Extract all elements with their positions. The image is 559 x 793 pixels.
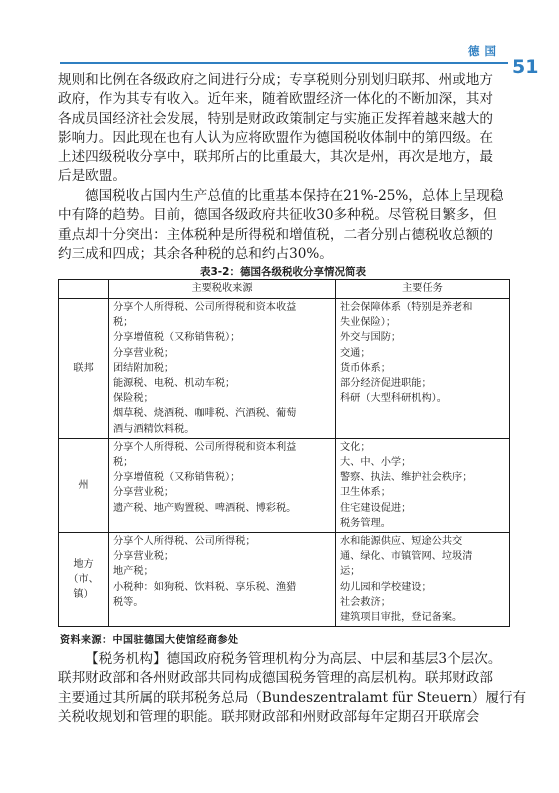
paragraph-tax-agencies [58, 650, 527, 727]
top-band [0, 0, 559, 28]
text-line: 重点却十分突出：主体税种是所得税和增值税，二者分别占德税收总额的 [58, 226, 493, 243]
text-line: 主要通过其所属的联邦税务总局（Bundeszentralamt für Steuern）履行有 [58, 689, 527, 706]
text-line: 中有降的趋势。目前，德国各级政府共征收30多种税。尽管税目繁多，但 [58, 207, 497, 224]
level-cell: 联邦 [59, 299, 109, 439]
level-line: 镇） [73, 589, 94, 601]
tax-sharing-table [58, 279, 510, 627]
cell-line: 分享个人所得税、公司所得税和资本收益 [113, 302, 297, 313]
cell-line: 水和能源供应、短途公共交 [340, 536, 463, 548]
cell-line: 交通； [340, 347, 371, 359]
cell-line: 卫生体系； [340, 487, 391, 499]
cell-line: 分享个人所得税、公司所得税； [113, 536, 256, 548]
cell-line: 小税种：如狗税、饮料税、享乐税、渔猎 [113, 581, 297, 593]
header-sources: 主要税收来源 [109, 280, 336, 299]
cell-line: 社会保障体系（特别是养老和 [340, 302, 473, 313]
table-header-row [59, 280, 510, 299]
table-row-federal [59, 299, 510, 439]
tasks-cell [336, 533, 510, 627]
table-row-local [59, 533, 510, 627]
text-line: 影响力。因此现在也有人认为应将欧盟作为德国税收体制中的第四级。在 [58, 129, 493, 146]
header-rule [60, 62, 508, 64]
cell-line: 税； [113, 317, 134, 329]
text-line: 政府，作为其专有收入。近年来，随着欧盟经济一体化的不断加深，其对 [58, 91, 493, 108]
header-tasks: 主要任务 [336, 280, 510, 299]
cell-line: 货币体系； [340, 362, 391, 374]
cell-line: 运； [340, 566, 361, 578]
tasks-cell [336, 438, 510, 532]
cell-line: 烟草税、烧酒税、咖啡税、汽酒税、葡萄 [113, 408, 297, 420]
cell-line: 能源税、电税、机动车税； [113, 378, 236, 390]
source-note: 资料来源：中国驻德国大使馆经商参处 [60, 635, 239, 646]
cell-line: 分享营业税； [113, 551, 175, 563]
tasks-cell [336, 299, 510, 439]
cell-line: 地产税； [113, 566, 154, 578]
sources-cell [109, 299, 336, 439]
cell-line: 税； [113, 457, 134, 469]
text-line: 联邦财政部和各州财政部共同构成德国税务管理的高层机构。联邦财政部 [58, 670, 493, 687]
cell-line: 税等。 [113, 596, 144, 608]
cell-line: 幼儿园和学校建设； [340, 581, 432, 593]
text-line: 【税务机构】德国政府税务管理机构分为高层、中层和基层3个层次。 [85, 651, 502, 667]
cell-line: 建筑项目审批，登记备案。 [340, 612, 463, 624]
cell-line: 分享增值税（又称销售税）； [113, 472, 241, 484]
text-line: 规则和比例在各级政府之间进行分成；专享税则分别划归联邦、州或地方 [58, 72, 493, 88]
text-line: 德国税收占国内生产总值的比重基本保持在21%-25%，总体上呈现稳 [85, 188, 504, 204]
cell-line: 科研（大型科研机构）。 [340, 393, 447, 405]
cell-line: 住宅建设促进； [340, 502, 412, 514]
level-cell: 州 [59, 438, 109, 532]
cell-line: 失业保险）； [340, 317, 397, 329]
cell-line: 警察、执法、维护社会秩序； [340, 472, 473, 484]
header-level [59, 280, 109, 299]
text-line: 约三成和四成；其余各种税的总和约占30%。 [58, 245, 333, 262]
cell-line: 分享营业税； [113, 487, 175, 499]
cell-line: 外交与国防； [340, 332, 402, 344]
level-cell [59, 533, 109, 627]
paragraph-tax-burden [58, 187, 508, 264]
cell-line: 税务管理。 [340, 517, 391, 529]
level-line: （市、 [68, 574, 99, 586]
sources-cell [109, 533, 336, 627]
cell-line: 分享营业税； [113, 347, 175, 359]
running-header-country: 德国 [468, 44, 501, 58]
page-number: 51 [512, 56, 539, 78]
cell-line: 部分经济促进职能； [340, 378, 432, 390]
text-line: 关税收规划和管理的职能。联邦财政部和州财政部每年定期召开联席会 [58, 708, 480, 725]
cell-line: 社会救济； [340, 596, 391, 608]
text-line: 各成员国经济社会发展，特别是财政政策制定与实施正发挥着越来越大的 [58, 110, 493, 127]
text-line: 上述四级税收分享中，联邦所占的比重最大，其次是州，再次是地方，最 [58, 149, 493, 166]
table-row-state [59, 438, 510, 532]
cell-line: 分享增值税（又称销售税）； [113, 332, 241, 344]
sources-cell [109, 438, 336, 532]
cell-line: 遗产税、地产购置税、啤酒税、博彩税。 [113, 502, 297, 514]
cell-line: 大、中、小学； [340, 457, 412, 469]
cell-line: 团结附加税； [113, 362, 175, 374]
paragraph-tax-sharing [58, 71, 508, 187]
cell-line: 分享个人所得税、公司所得税和资本利益 [113, 441, 297, 453]
level-line: 地方 [73, 558, 94, 570]
cell-line: 酒与酒精饮料税。 [113, 423, 195, 435]
cell-line: 保险税； [113, 393, 154, 405]
cell-line: 通、绿化、市镇管网、垃圾清 [340, 551, 473, 563]
text-line: 后是欧盟。 [58, 168, 126, 185]
table-caption: 表3-2：德国各级税收分享情况简表 [200, 266, 366, 278]
cell-line: 文化； [340, 441, 371, 453]
